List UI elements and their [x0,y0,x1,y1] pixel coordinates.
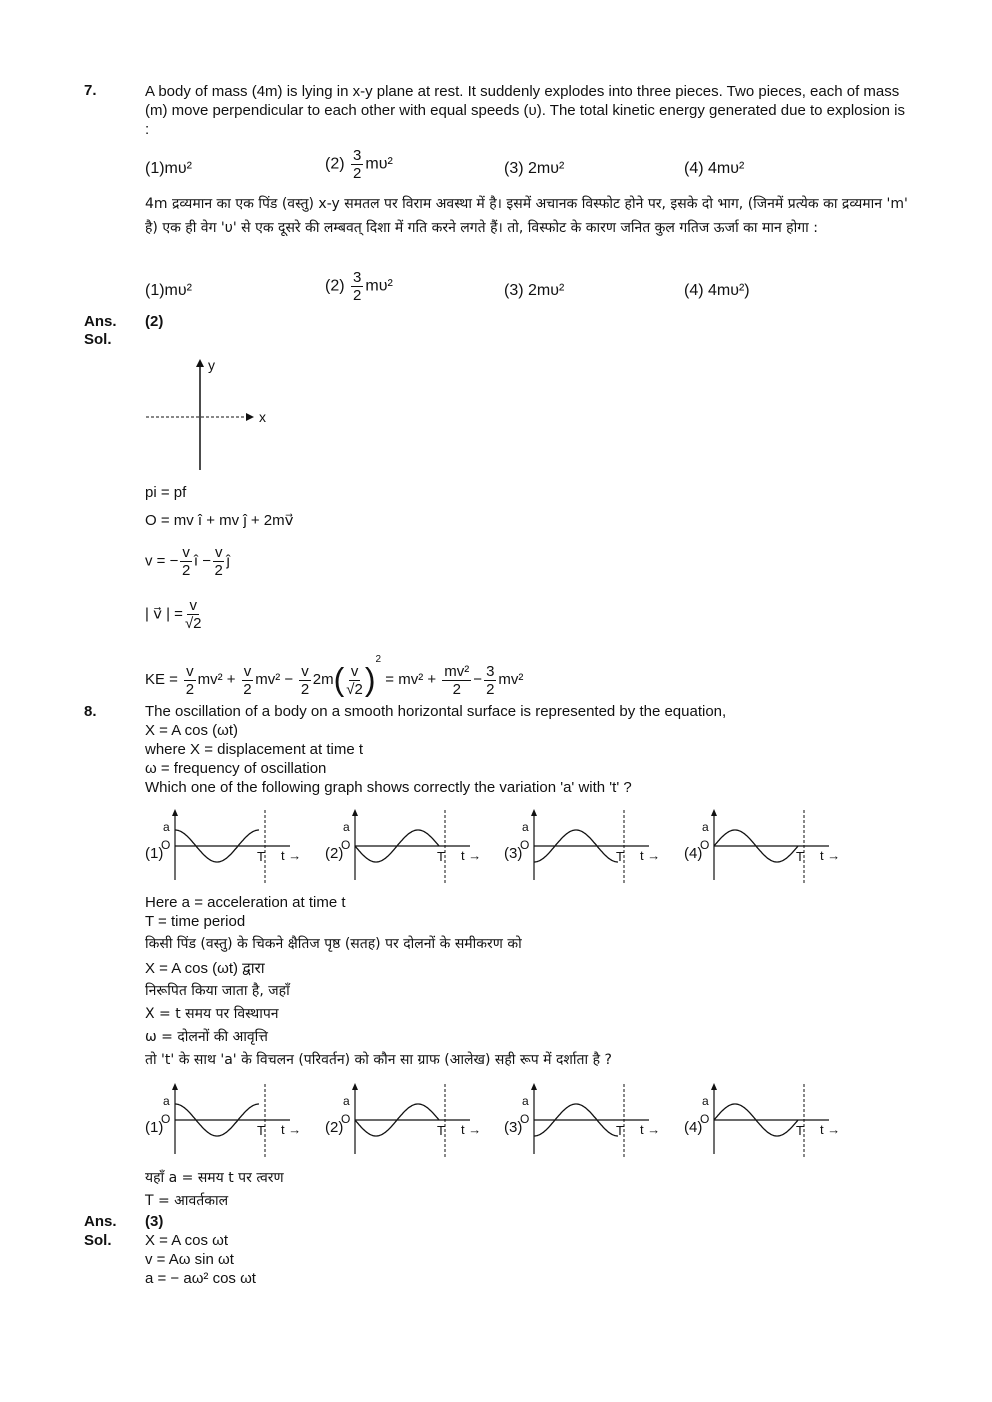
graph-period-label: T [257,849,265,864]
q8-hindi-line-4: X = t समय पर विस्थापन [145,1006,279,1022]
graph-t-axis-label: t → [640,1122,661,1137]
q7-option-3: (3) 2mυ² [504,160,565,177]
q7-ans-label: Ans. [84,313,117,330]
q8-line-4: ω = frequency of oscillation [145,760,327,777]
velocity-equation: v = − $\frac{v}{2}$ î − $\frac{v}{2}$ ĵ [145,544,230,579]
q7-option-2: (2) $\frac{3}{2}$ mυ² [325,147,393,182]
q8-here-line-1: Here a = acceleration at time t [145,894,346,911]
graph-a-axis-label: a [343,1094,350,1108]
graph-t-axis-label: t → [281,848,302,863]
q8-hindi-line-3: निरूपित किया जाता है, जहाँ [145,983,290,999]
q7-text: A body of mass (4m) is lying in x-y plane at rest. It suddenly explodes into three pieces. Two pieces, each of mass (m) move perpendicular to each other with equal speeds (υ). The total kinetic energy generated due to explosion is : [145,83,906,138]
q7-hindi-option-3: (3) 2mυ² [504,282,565,299]
q7-hindi-option-4: (4) 4mυ²) [684,282,750,299]
q8-sol-label: Sol. [84,1232,112,1249]
graph-period-label: T [796,1123,804,1138]
q8-hindi-line-6: तो 't' के साथ 'a' के विचलन (परिवर्तन) को कौन सा ग्राफ (आलेख) सही रूप में दर्शाता है ? [145,1052,612,1068]
q8-sol-line-3: a = − aω² cos ωt [145,1270,256,1287]
graph-origin-label: O [341,1112,351,1126]
acceleration-time-graph [165,808,300,888]
q8-ans-label: Ans. [84,1213,117,1230]
graph-a-axis-label: a [522,1094,529,1108]
graph-t-axis-label: t → [820,1122,841,1137]
graph-option-label: (4) [684,845,703,862]
q7-option-4: (4) 4mυ² [684,160,745,177]
graph-origin-label: O [161,1112,171,1126]
graph-period-label: T [257,1123,265,1138]
graph-option-label: (1) [145,845,164,862]
q8-line-5: Which one of the following graph shows correctly the variation 'a' with 't' ? [145,779,632,796]
graph-option-label: (1) [145,1119,164,1136]
graph-origin-label: O [520,838,530,852]
graph-option-label: (4) [684,1119,703,1136]
graph-option-label: (2) [325,1119,344,1136]
graph-option-label: (3) [504,845,523,862]
graph-t-axis-label: t → [461,1122,482,1137]
graph-t-axis-label: t → [640,848,661,863]
graph-option-label: (3) [504,1119,523,1136]
graph-origin-label: O [341,838,351,852]
q7-ans-value: (2) [145,313,164,330]
acceleration-time-graph [345,808,480,888]
q7-number: 7. [84,82,97,99]
graph-a-axis-label: a [522,820,529,834]
q8-hindi-here-1: यहाँ a = समय t पर त्वरण [145,1170,284,1186]
acceleration-time-graph [345,1082,480,1162]
q8-hindi-line-5: ω = दोलनों की आवृत्ति [145,1029,268,1045]
q7-hindi-option-1: (1)mυ² [145,282,192,299]
graph-period-label: T [437,849,445,864]
graph-option-label: (2) [325,845,344,862]
kinetic-energy-equation: KE = $\frac{v}{2}$ mv² + $\frac{v}{2}$ mv² − $\frac{v}{2}$ 2m( $\frac{v}{√2}$ )$^2$ = mv² + $\frac{\text{mv²}}{2}$ − $\frac{3}{2}$ mv² [145,654,524,698]
acceleration-time-graph [704,1082,839,1162]
momentum-equation: pi = pf [145,484,187,501]
graph-period-label: T [796,849,804,864]
graph-a-axis-label: a [163,820,170,834]
acceleration-time-graph [704,808,839,888]
acceleration-time-graph [524,808,659,888]
q8-line-1: The oscillation of a body on a smooth horizontal surface is represented by the equation, [145,703,727,720]
q8-hindi-line-2: X = A cos (ωt) द्वारा [145,960,265,977]
speed-magnitude-equation: | v⃗ | = $\frac{v}{√2}$ [145,597,202,632]
graph-t-axis-label: t → [461,848,482,863]
acceleration-time-graph [165,1082,300,1162]
acceleration-time-graph [524,1082,659,1162]
q7-hindi-option-2: (2) $\frac{3}{2}$ mυ² [325,269,393,304]
graph-origin-label: O [161,838,171,852]
q8-sol-line-2: v = Aω sin ωt [145,1251,234,1268]
q8-ans-value: (3) [145,1213,164,1230]
q8-hindi-line-1: किसी पिंड (वस्तु) के चिकने क्षैतिज पृष्ठ (सतह) पर दोलनों के समीकरण को [145,936,522,952]
graph-t-axis-label: t → [281,1122,302,1137]
graph-a-axis-label: a [163,1094,170,1108]
q8-number: 8. [84,703,97,720]
q8-line-3: where X = displacement at time t [145,741,364,758]
graph-origin-label: O [700,838,710,852]
q7-hindi-text: 4m द्रव्यमान का एक पिंड (वस्तु) x-y समतल पर विराम अवस्था में है। इसमें अचानक विस्फोट होने पर, इसके दो भाग, (जिनमें प्रत्येक का द्रव्यमान 'm' है) एक ही वेग 'υ' से एक दूसरे की लम्बवत् दिशा में गति करने लगते हैं। तो, विस्फोट के कारण जनित कुल गतिज ऊर्जा का मान होगा : [145,196,908,236]
graph-origin-label: O [700,1112,710,1126]
q8-sol-line-1: X = A cos ωt [145,1232,229,1249]
graph-t-axis-label: t → [820,848,841,863]
graph-a-axis-label: a [343,820,350,834]
y-axis-label: y [208,357,215,373]
x-axis-label: x [259,409,266,425]
graph-origin-label: O [520,1112,530,1126]
q8-hindi-here-2: T = आवर्तकाल [145,1193,229,1209]
momentum-vector-equation: O = mv î + mv ĵ + 2mv⃗ [145,512,294,529]
graph-period-label: T [616,849,624,864]
graph-a-axis-label: a [702,820,709,834]
graph-period-label: T [616,1123,624,1138]
graph-a-axis-label: a [702,1094,709,1108]
q8-here-line-2: T = time period [145,913,246,930]
q7-option-1: (1)mυ² [145,160,192,177]
q8-line-2: X = A cos (ωt) [145,722,238,739]
q7-sol-label: Sol. [84,331,112,348]
graph-period-label: T [437,1123,445,1138]
